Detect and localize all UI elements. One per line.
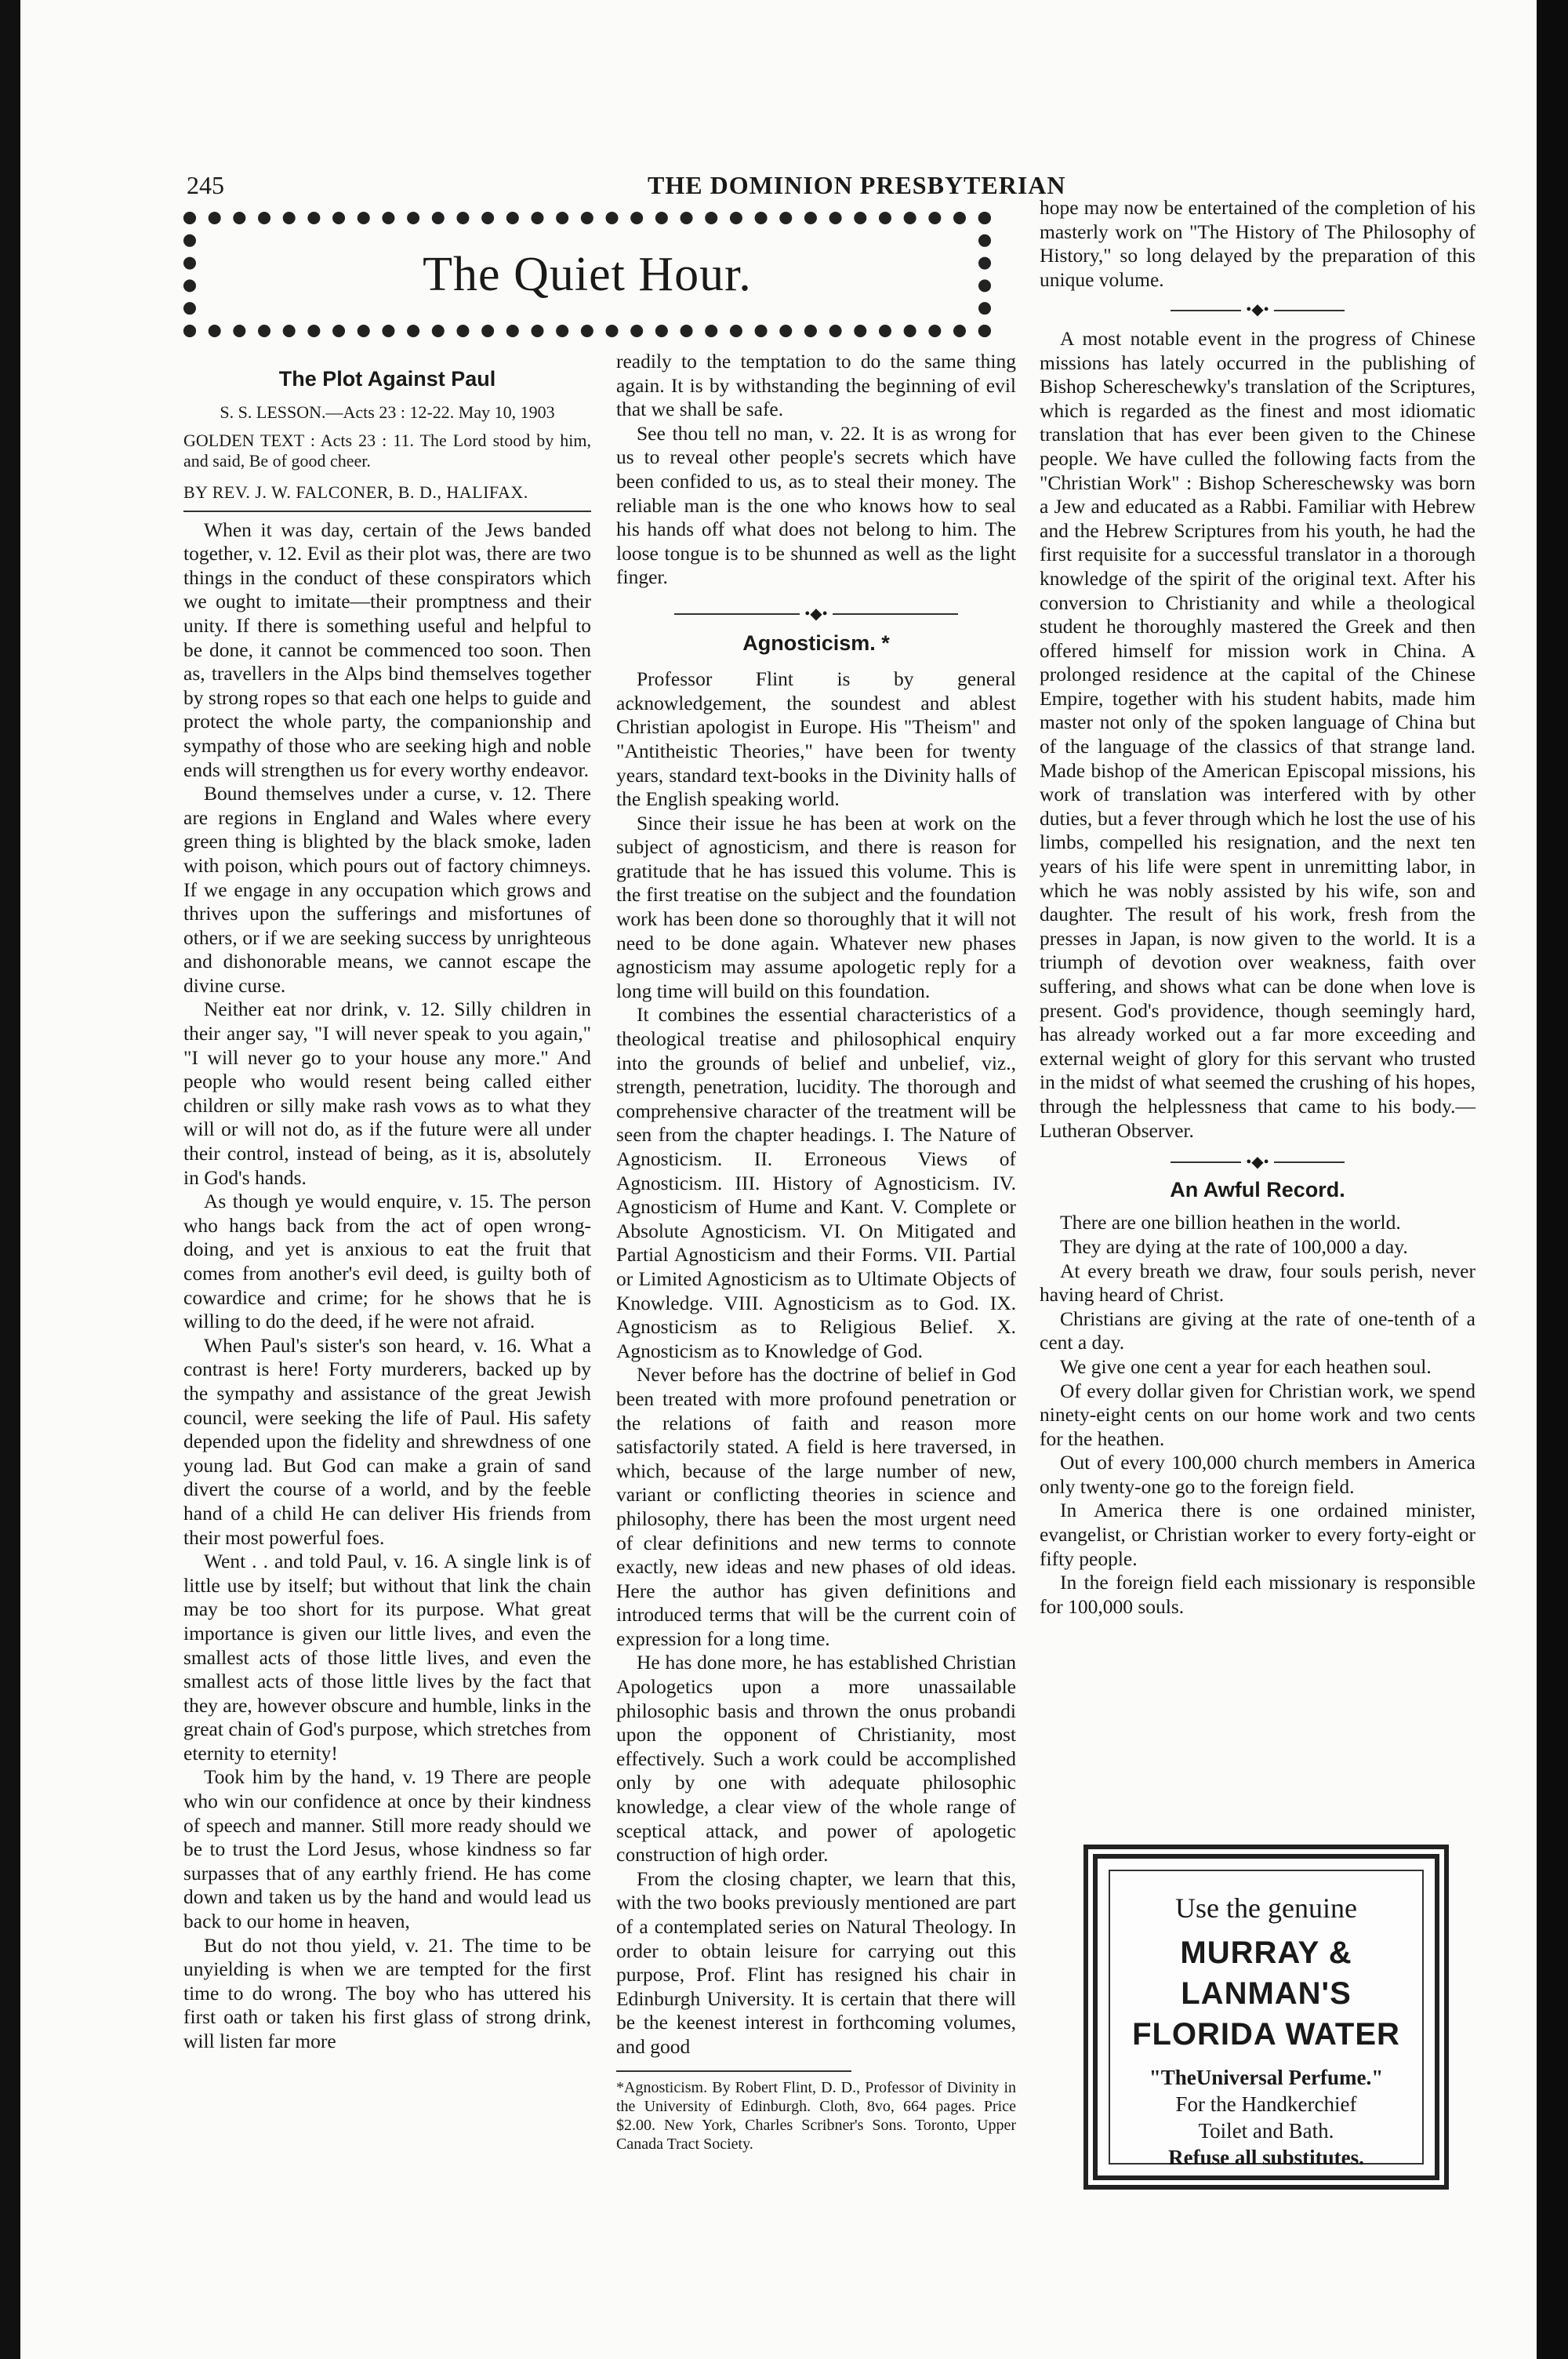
awful-record-item: There are one billion heathen in the world.	[1060, 1211, 1401, 1234]
column-3	[1040, 196, 1475, 1619]
ad-use-2: Toilet and Bath.	[1198, 2119, 1334, 2143]
byline-rule	[183, 511, 591, 512]
lesson-ref: S. S. LESSON.—Acts 23 : 12-22. May 10, 1903	[220, 402, 555, 422]
section-divider	[1040, 296, 1475, 321]
awful-record-title: An Awful Record.	[1170, 1177, 1345, 1201]
divider-ornament: •◆•	[804, 605, 828, 623]
footnote: *Agnosticism. By Robert Flint, D. D., Professor of Divinity in the University of Edinburgh. Cloth, 8vo, 664 pages. Price $2.00. New York, Charles Scribner's Sons. Toronto, Upper Canada Tract Society.	[616, 2078, 1016, 2153]
plot-paragraph: readily to the temptation to do the same thing again. It is by withstanding the beginning of evil that we shall be safe.	[616, 350, 1016, 421]
ad-product-name: FLORIDA WATER	[1132, 2017, 1400, 2052]
section-divider	[616, 601, 1016, 625]
agnosticism-paragraph: From the closing chapter, we learn that this, with the two books previously mentioned are part of a contemplated series on Natural Theology. In order to obtain leisure for carrying out this purpose, Prof. Flint has resigned his chair in Edinburgh University. It is certain that there will be the keenest interest in forthcoming volumes, and good	[616, 1866, 1016, 2058]
awful-record-item: They are dying at the rate of 100,000 a day.	[1060, 1234, 1408, 1258]
agnosticism-title: Agnosticism. *	[742, 631, 890, 655]
agnosticism-paragraph: Since their issue he has been at work on the subject of agnosticism, and there is reason for gratitude that he has issued this volume. This is the first treatise on the subject and the foundation work has been done so thoroughly that it will not need to be done again. Whatever new phases agnosticism may assume apologetic reply for a long time will build on this foundation.	[616, 811, 1016, 1002]
awful-record-item: In America there is one ordained minister, evangelist, or Christian worker to every forty-eight or fifty people.	[1040, 1499, 1475, 1570]
awful-record-item: We give one cent a year for each heathen soul.	[1060, 1354, 1432, 1378]
plot-paragraph: Went . . and told Paul, v. 16. A single link is of little use by itself; but without that link the chain may be too short for its purpose. What great importance is given our little lives, and even the smallest acts of those little lives, and even the smallest acts of those little lives by the fact that they are, however obscure and humble, links in the great chain of God's purpose, which stretches from eternity to eternity!	[183, 1550, 591, 1765]
awful-record-item: In the foreign field each missionary is responsible for 100,000 souls.	[1040, 1571, 1475, 1618]
plot-paragraph: When it was day, certain of the Jews banded together, v. 12. Evil as their plot was, there are two things in the conduct of these conspirators which we ought to imitate—their promptness and their unity. If there is something useful and helpful to be done, it cannot be commenced too soon. Then as, travellers in the Alps bind themselves together by strong ropes so that each one helps to guide and protect the whole party, the companionship and sympathy of those who are seeking high and noble ends will strengthen us for every worthy endeavor.	[183, 518, 591, 781]
section-title: The Quiet Hour.	[423, 248, 752, 301]
awful-record-item: At every breath we draw, four souls perish, never having heard of Christ.	[1040, 1259, 1475, 1307]
ad-brand-name: MURRAY & LANMAN'S	[1180, 1936, 1352, 2011]
agnosticism-paragraph: hope may now be entertained of the completion of his masterly work on "The History of The Philosophy of History," so long delayed by the preparation of this unique volume.	[1040, 196, 1475, 291]
plot-paragraph: Took him by the hand, v. 19 There are people who win our confidence at once by their kindness of speech and manner. Still more ready should we be to trust the Lord Jesus, whose kindness so far surpasses that of any earthly friend. He has come down and taken us by the hand and would lead us back to our home in heaven,	[183, 1765, 591, 1933]
awful-record-item: Christians are giving at the rate of one-tenth of a cent a day.	[1040, 1307, 1475, 1354]
plot-paragraph: As though ye would enquire, v. 15. The person who hangs back from the act of open wrong-doing, and yet is anxious to eat the fruit that comes from another's evil deed, is guilty both of cowardice and crime; for he shows that he is willing to do the deed, if he were not afraid.	[183, 1190, 591, 1333]
agnosticism-paragraph: It combines the essential characteristics of a theological treatise and philosophical enquiry into the grounds of belief and unbelief, viz., strength, penetration, lucidity. The thorough and comprehensive character of the treatment will be seen from the chapter headings. I. The Nature of Agnosticism. II. Erroneous Views of Agnosticism. III. History of Agnosticism. IV. Agnosticism of Hume and Kant. V. Complete or Absolute Agnosticism. VI. On Mitigated and Partial Agnosticism and their Forms. VII. Partial or Limited Agnosticism as to Ultimate Objects of Knowledge. VIII. Agnosticism as to God. IX. Agnosticism as to Religious Belief. X. Agnosticism as to Knowledge of God.	[616, 1003, 1016, 1362]
scan-left-edge	[0, 0, 20, 2359]
agnosticism-paragraph: Never before has the doctrine of belief in God been treated with more profound penetration or the relations of faith and reason more satisfactorily stated. A field is here traversed, in which, because of the large number of new, variant or conflicting theories in science and philosophy, there has been the most urgent need of clear definitions and new terms to connote exactly, new ideas and new phases of old ideas. Here the author has given definitions and introduced terms that will be the current coin of expression for a long time.	[616, 1363, 1016, 1650]
column-2	[616, 350, 1016, 2154]
section-divider	[1040, 1149, 1475, 1173]
ad-tagline: "TheUniversal Perfume."	[1149, 2066, 1384, 2089]
plot-title: The Plot Against Paul	[278, 367, 496, 391]
plot-paragraph: But do not thou yield, v. 21. The time to be unyielding is when we are tempted for the first time to do wrong. The boy who has uttered his first oath or taken his first glass of strong drink, will listen far more	[183, 1933, 591, 2052]
agnosticism-paragraph: Professor Flint is by general acknowledgement, the soundest and ablest Christian apologist in Europe. His "Theism" and "Antitheistic Theories," have been for twenty years, standard text-books in the Divinity halls of the English speaking world.	[616, 667, 1016, 811]
agnosticism-paragraph: He has done more, he has established Christian Apologetics upon a more unassailable philosophic basis and thrown the onus probandi upon the opponent of Christianity, most effectively. Such a work could be accomplished only by one with adequate philosophic knowledge, a clear view of the whole range of sceptical attack, and power of apologetic construction of high order.	[616, 1651, 1016, 1866]
awful-record-item: Out of every 100,000 church members in America only twenty-one go to the foreign field.	[1040, 1451, 1475, 1498]
footnote-rule	[616, 2070, 851, 2072]
ad-warning: Refuse all substitutes.	[1168, 2146, 1364, 2169]
column-1	[183, 367, 591, 2054]
page-number: 245	[187, 171, 224, 199]
awful-record-item: Of every dollar given for Christian work, we spend ninety-eight cents on our home work and two cents for the heathen.	[1040, 1379, 1475, 1450]
plot-paragraph: When Paul's sister's son heard, v. 16. What a contrast is here! Forty murderers, backed up by the sympathy and assistance of the great Jewish council, were seeking the life of Paul. His safety depended upon the fidelity and shrewdness of one young lad. But God can make a grain of sand divert the course of a world, and by the feeble hand of a child He can deliver His friends from their most powerful foes.	[183, 1333, 591, 1549]
ad-use-1: For the Handkerchief	[1175, 2092, 1357, 2116]
divider-ornament: •◆•	[1246, 301, 1269, 319]
plot-paragraph: See thou tell no man, v. 22. It is as wrong for us to reveal other people's secrets which have been confided to us, as to steal their money. The reliable man is the one who knows how to seal his hands off what does not belong to him. The loose tongue is to be shunned as well as the light finger.	[616, 421, 1016, 589]
ad-inner-frame	[1109, 1870, 1424, 2169]
byline: BY REV. J. W. FALCONER, B. D., HALIFAX.	[183, 482, 528, 502]
divider-ornament: •◆•	[1246, 1154, 1269, 1172]
ad-intro: Use the genuine	[1175, 1892, 1357, 1924]
plot-paragraph: Neither eat nor drink, v. 12. Silly children in their anger say, "I will never speak to you again," "I will never go to your house any more." And people who would resent being called either children or silly make rash vows as to what they will or will not do, as if the future were all under their control, instead of being, as it is, absolutely in God's hands.	[183, 998, 591, 1189]
newspaper-page	[20, 0, 1537, 2359]
running-head: THE DOMINION PRESBYTERIAN	[648, 171, 1066, 199]
schereschewsky-paragraph: A most notable event in the progress of Chinese missions has lately occurred in the publishing of Bishop Schereschewky's translation of the Scriptures, which is regarded as the finest and most idiomatic translation that has ever been given to the Chinese people. We have culled the following facts from the "Christian Work" : Bishop Schereschewsky was born a Jew and educated as a Rabbi. Familiar with Hebrew and the Hebrew Scriptures from his youth, he had the first requisite for a successful translator in a thorough knowledge of the spirit of the original text. After his conversion to Christianity and while a theological student he thoroughly mastered the Greek and then offered himself for mission work in China. A prolonged residence at the capital of the Chinese Empire, together with his student habits, made him master not only of the spoken language of China but of the language of the classics of that strange land. Made bishop of the American Episcopal missions, his work of translation was interfered with by other duties, but a fever through which he lost the use of his limbs, compelled his resignation, and the next ten years of his life were spent in unremitting labor, in which he was nobly assisted by his wife, son and daughter. The result of his work, fresh from the presses in Japan, is now given to the world. It is a triumph of devotion over weakness, faith over suffering, and shows what can be done when love is present. God's providence, though seemingly hard, has already worked out a far more exceeding and external weight of glory for this servant who trusted in the midst of what seemed the crushing of his hopes, through the helplessness that came to his body.—Lutheran Observer.	[1040, 326, 1475, 1142]
scan-right-edge	[1537, 0, 1568, 2359]
plot-paragraph: Bound themselves under a curse, v. 12. There are regions in England and Wales where every green thing is blighted by the black smoke, laden with poison, which pours out of factory chimneys. If we engage in any occupation which grows and thrives upon the sufferings and misfortunes of others, or if we are seeking success by unrighteous and dishonorable means, we cannot escape the divine curse.	[183, 782, 591, 997]
golden-text: GOLDEN TEXT : Acts 23 : 11. The Lord stood by him, and said, Be of good cheer.	[183, 430, 591, 471]
florida-water-advertisement	[1083, 1845, 1449, 2190]
